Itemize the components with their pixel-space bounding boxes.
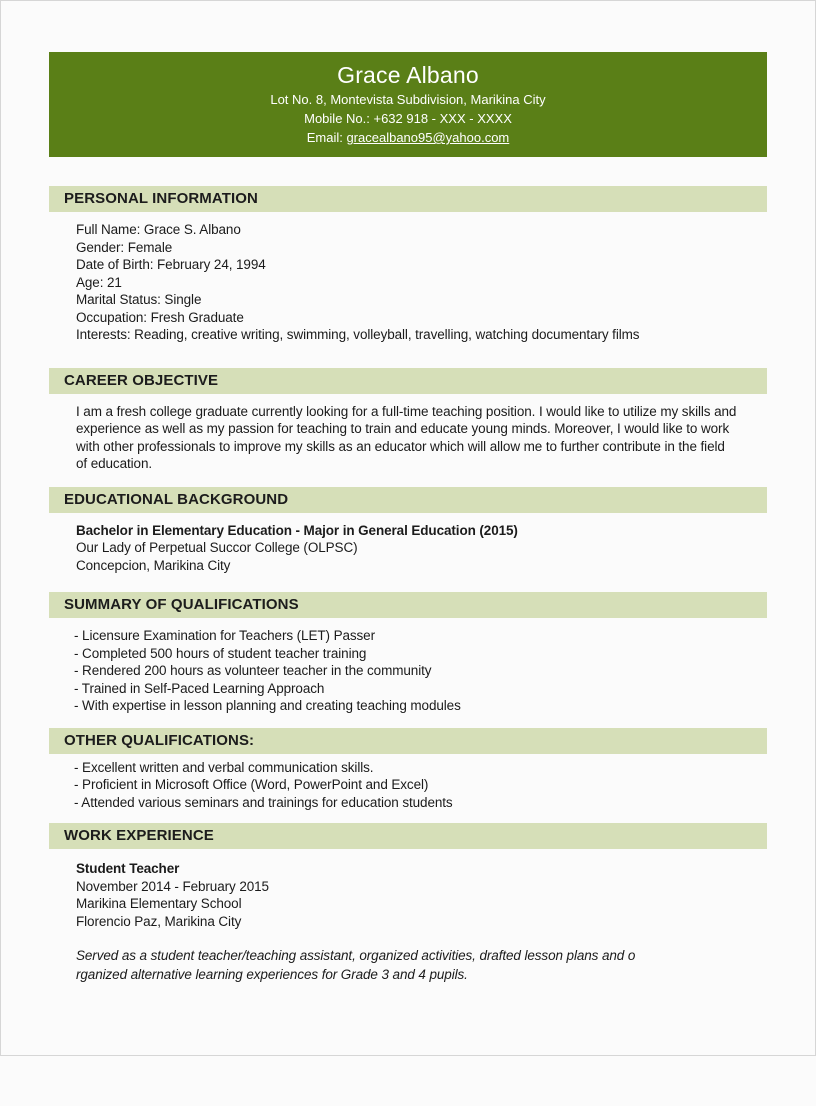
summary-item: - Rendered 200 hours as volunteer teacher in the community xyxy=(74,663,432,678)
career-objective-band xyxy=(49,368,767,394)
work-description xyxy=(76,946,737,984)
personal-information-band xyxy=(49,186,767,212)
section-work-experience xyxy=(49,823,767,984)
mobile-line: Mobile No.: +632 918 - XXX - XXXX xyxy=(304,111,512,126)
address-line: Lot No. 8, Montevista Subdivision, Marikina City xyxy=(270,92,546,107)
section-summary-of-qualifications xyxy=(49,592,767,715)
section-title-other-qualifications: OTHER QUALIFICATIONS: xyxy=(64,731,255,749)
summary-of-qualifications-body xyxy=(49,627,767,715)
email-label: Email: xyxy=(306,130,347,145)
section-educational-background xyxy=(49,487,767,575)
resume-page xyxy=(1,52,815,1106)
work-job-title: Student Teacher xyxy=(76,861,180,876)
section-personal-information xyxy=(49,186,767,344)
summary-of-qualifications-band xyxy=(49,592,767,618)
work-experience-body xyxy=(49,860,767,984)
other-qualification-item: - Proficient in Microsoft Office (Word, PowerPoint and Excel) xyxy=(74,777,429,792)
candidate-name: Grace Albano xyxy=(337,62,479,88)
section-title-summary-of-qualifications: SUMMARY OF QUALIFICATIONS xyxy=(64,596,299,613)
other-qualifications-band xyxy=(49,728,767,754)
section-title-personal-information: PERSONAL INFORMATION xyxy=(64,190,258,207)
personal-info-occupation: Occupation: Fresh Graduate xyxy=(76,309,244,325)
summary-item: - Completed 500 hours of student teacher training xyxy=(74,645,367,661)
work-school: Marikina Elementary School xyxy=(76,896,242,911)
personal-info-full-name: Full Name: Grace S. Albano xyxy=(76,222,241,237)
other-qualification-item: - Attended various seminars and trainings for education students xyxy=(74,794,453,810)
personal-info-date-of-birth: Date of Birth: February 24, 1994 xyxy=(76,257,266,272)
resume-header xyxy=(49,52,767,157)
personal-info-interests: Interests: Reading, creative writing, swimming, volleyball, travelling, watching documentary films xyxy=(76,327,640,342)
section-other-qualifications xyxy=(49,728,767,812)
education-location: Concepcion, Marikina City xyxy=(76,557,231,573)
work-experience-band xyxy=(49,823,767,849)
career-objective-body xyxy=(49,403,767,473)
email-link[interactable]: gracealbano95@yahoo.com xyxy=(346,130,510,145)
other-qualification-item: - Excellent written and verbal communication skills. xyxy=(74,759,374,775)
section-career-objective xyxy=(49,368,767,473)
education-degree: Bachelor in Elementary Education - Major in General Education (2015) xyxy=(76,522,518,538)
work-description-line: Served as a student teacher/teaching assistant, organized activities, drafted lesson plans and o xyxy=(76,948,636,963)
work-description-line: rganized alternative learning experiences for Grade 3 and 4 pupils. xyxy=(76,967,468,982)
summary-item: - Trained in Self-Paced Learning Approach xyxy=(74,680,325,696)
email-line xyxy=(49,128,767,147)
personal-information-body xyxy=(49,221,767,344)
section-title-career-objective: CAREER OBJECTIVE xyxy=(64,371,219,389)
personal-info-gender: Gender: Female xyxy=(76,239,173,255)
other-qualifications-body xyxy=(49,759,767,812)
summary-item: - With expertise in lesson planning and creating teaching modules xyxy=(74,698,461,713)
work-period: November 2014 - February 2015 xyxy=(76,878,269,894)
educational-background-body xyxy=(49,522,767,575)
career-objective-text: I am a fresh college graduate currently looking for a full-time teaching position. I would like to utilize my skills and experience as well as my passion for teaching to train and educate young minds. Moreover, I would like to work with other professionals to improve my skills as an educator which will allow me to further contribute in the field of education. xyxy=(76,403,737,471)
summary-item: - Licensure Examination for Teachers (LET) Passer xyxy=(74,628,375,643)
personal-info-marital-status: Marital Status: Single xyxy=(76,292,202,307)
educational-background-band xyxy=(49,487,767,513)
education-school: Our Lady of Perpetual Succor College (OLPSC) xyxy=(76,540,358,555)
section-title-educational-background: EDUCATIONAL BACKGROUND xyxy=(64,490,289,508)
section-title-work-experience: WORK EXPERIENCE xyxy=(64,827,214,844)
personal-info-age: Age: 21 xyxy=(76,274,122,290)
work-location: Florencio Paz, Marikina City xyxy=(76,913,242,929)
